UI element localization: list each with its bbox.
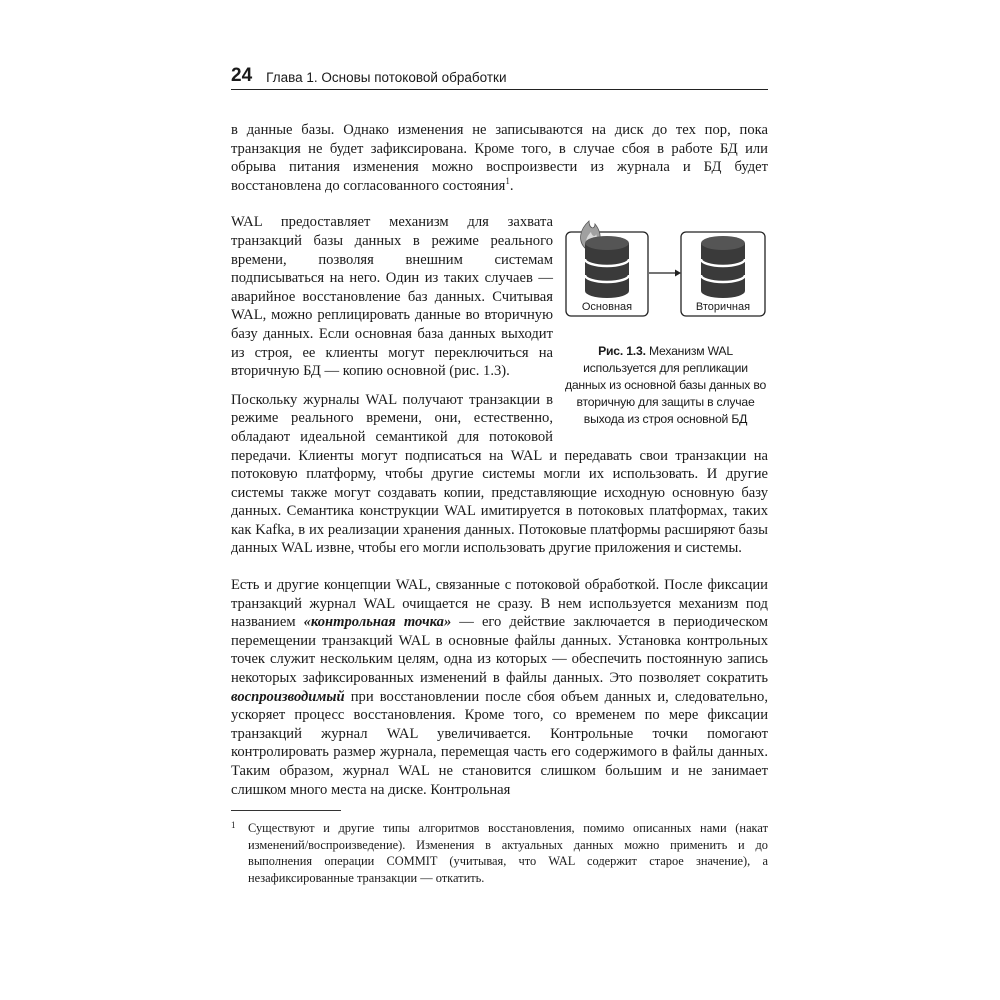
paragraph-4-part-a: Есть и другие концепции WAL, связанные с потоковой обработкой. После фиксации транзакций журнал WAL очищается не сразу. В нем используется механизм под названием xyxy=(231,577,768,631)
replication-arrow xyxy=(649,270,681,277)
paragraph-2: WAL предоставляет механизм для захвата транзакций базы данных в режиме реального времени, позволяя внешним системам подписываться на него. Один из таких случаев — аварийное восстановление баз данных. Считывая WAL, можно реплицировать данные во вторичную базу данных. Если основная база данных выходит из строя, ее клиенты могут переключиться на вторичную БД — копию основной (рис. 1.3). xyxy=(231,214,553,380)
term-checkpoint: «контрольная точка» xyxy=(303,614,452,631)
secondary-label: Вторичная xyxy=(695,301,751,314)
paragraph-1-text: в данные базы. Однако изменения не записываются на диск до тех пор, пока транзакция не будет зафиксирована. Кроме того, в случае сбоя в работе БД или обрыва питания изменения можно воспроизвести из журнала и БД будет восстановлена до согласованного состояния xyxy=(231,122,768,194)
figure-caption xyxy=(563,343,768,428)
wal-replication-diagram xyxy=(563,215,768,335)
primary-label: Основная xyxy=(581,301,633,314)
page-number: 24 xyxy=(231,65,253,86)
footnote-mark: 1 xyxy=(231,820,236,830)
paragraph-3: Поскольку журналы WAL получают транзакции в режиме реального времени, они, естественно, обладают идеальной семантикой для потоковой передачи. Клиенты могут подписаться на WAL и передавать свои транзакции на потоковую платформу, чтобы другие системы могли их использовать. И другие системы также могут создавать копии, представляющие исходную основную базу данных. Семантика конструкции WAL имитируется в потоковых платформах, таких как Kafka, в их реализации хранения данных. Потоковые платформы расширяют базы данных WAL извне, чтобы его могли использовать другие приложения и системы. xyxy=(231,391,768,557)
term-replayed: воспроизводимый xyxy=(231,688,345,705)
paragraph-1 xyxy=(231,121,768,195)
caption-number: Рис. 1.3. xyxy=(598,344,646,359)
primary-database-icon xyxy=(585,236,629,298)
paragraph-1-end: . xyxy=(509,177,514,194)
footnote-divider xyxy=(231,810,341,811)
chapter-title: Глава 1. Основы потоковой обработки xyxy=(266,69,507,85)
paragraph-4-part-b: — его действие заключается в периодическом перемещении транзакций WAL в основные файлы данных. Установка контрольных точек служит нескольким целям, одна из которых — обеспечить постоянную запись некоторых зафиксированных изменений в файлы данных. Это позволяет сократить xyxy=(231,614,768,687)
paragraph-4-part-c: при восстановлении после сбоя объем данных и, следовательно, ускоряет процесс восстановления. Кроме того, со временем по мере фиксации транзакций журнал WAL увеличивается. Контрольные точки помогают контролировать размер журнала, перемещая часть его содержимого в файлы данных. Таким образом, журнал WAL не становится слишком большим и не занимает слишком много места на диске. Контрольная xyxy=(231,688,768,798)
running-header xyxy=(231,60,768,90)
footnote-text: Существуют и другие типы алгоритмов восстановления, помимо описанных нами (накат изменений/воспроизведение). Изменения в актуальных данных можно применить и до выполнения операции COMMIT (учитывая, что WAL содержит старое значение), а незафиксированные транзакции — откатить. xyxy=(248,821,768,885)
footnote xyxy=(231,820,768,886)
caption-text: Механизм WAL используется для репликации данных из основной базы данных во вторичную для защиты в случае выхода из строя основной БД xyxy=(564,344,767,427)
figure-1-3 xyxy=(563,215,768,428)
footnote-ref[interactable]: 1 xyxy=(505,175,510,186)
main-text xyxy=(231,121,768,817)
paragraph-4 xyxy=(231,576,768,799)
secondary-database-icon xyxy=(701,236,745,298)
